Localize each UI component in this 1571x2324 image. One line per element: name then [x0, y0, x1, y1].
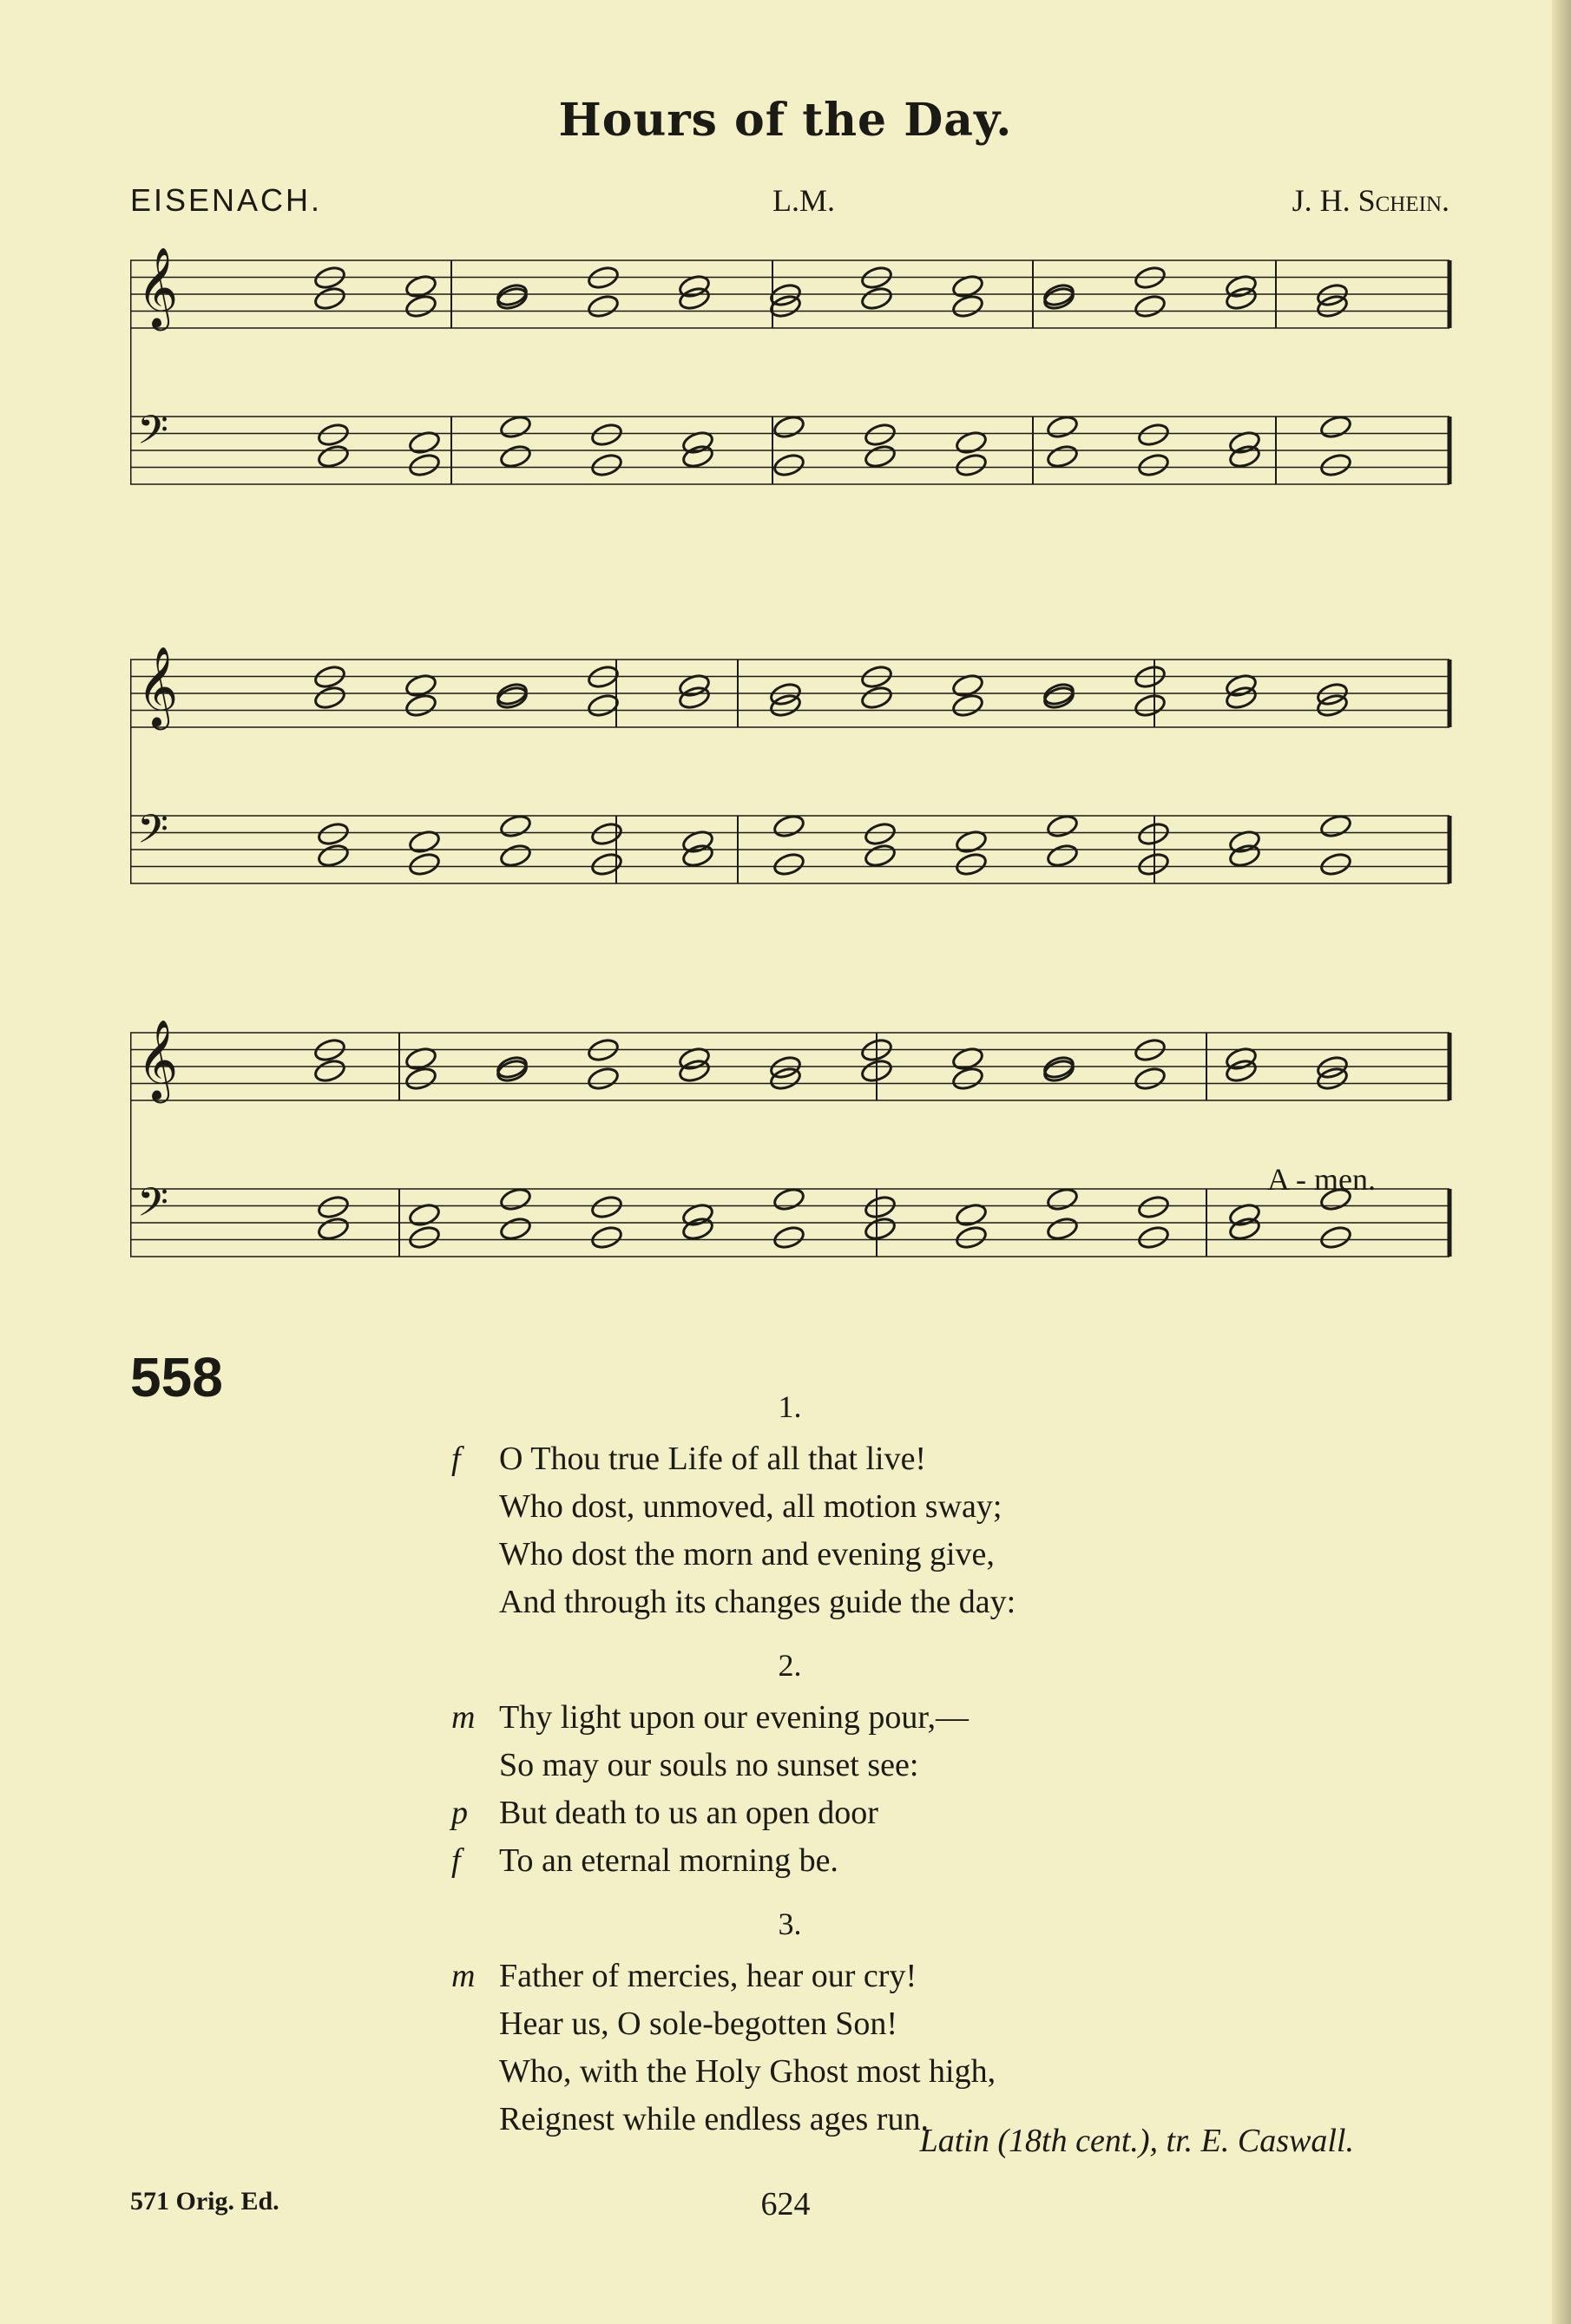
bass-clef-icon: 𝄢: [137, 806, 169, 863]
note-head: [1137, 1194, 1171, 1220]
verse-line-text: Thy light upon our evening pour,—: [499, 1699, 969, 1736]
verse-line: [451, 1953, 1406, 2000]
note-head: [1225, 685, 1259, 711]
note-head: [955, 851, 989, 877]
note-head: [499, 443, 533, 469]
note-head: [313, 286, 347, 312]
amen-lyric: A - men.: [1267, 1162, 1376, 1197]
note-head: [590, 851, 624, 877]
note-head: [769, 1066, 803, 1092]
note-head: [678, 286, 712, 312]
bass-clef-icon: 𝄢: [137, 1179, 169, 1236]
dynamic-mark: m: [451, 1699, 476, 1736]
note-head: [1319, 1224, 1353, 1251]
treble-clef-icon: 𝄞: [137, 646, 179, 726]
hymn-verses: [451, 1388, 1406, 2143]
note-head: [864, 422, 897, 448]
note-head: [864, 1194, 897, 1220]
note-head: [1046, 813, 1080, 839]
note-head: [951, 293, 985, 319]
verse: [451, 1388, 1406, 1626]
music-staff-system: [130, 634, 1467, 937]
verse: [451, 1906, 1406, 2143]
note-head: [313, 1058, 347, 1084]
note-head: [772, 813, 806, 839]
verse-line-text: Hear us, O sole-begotten Son!: [499, 2006, 898, 2042]
verse-number: 2.: [778, 1648, 802, 1683]
verse-line: [451, 2048, 1406, 2096]
verse-line-text: So may our souls no sunset see:: [499, 1747, 919, 1783]
verse-line-text: To an eternal morning be.: [499, 1842, 838, 1879]
note-head: [317, 1216, 351, 1242]
dynamic-mark: f: [451, 1441, 461, 1477]
note-head: [772, 1224, 806, 1251]
note-head: [404, 293, 438, 319]
note-head: [404, 693, 438, 719]
music-system-1: [130, 234, 1467, 538]
note-head: [590, 1224, 624, 1251]
note-head: [772, 414, 806, 440]
note-head: [864, 843, 897, 869]
note-head: [1137, 452, 1171, 478]
note-head: [772, 452, 806, 478]
original-edition-note: 571 Orig. Ed.: [130, 2187, 279, 2216]
verse-line: [451, 1483, 1406, 1531]
tune-name: EISENACH.: [130, 182, 323, 218]
note-head: [1228, 443, 1262, 469]
note-head: [317, 443, 351, 469]
note-head: [313, 685, 347, 711]
verse-line: [451, 1742, 1406, 1789]
note-head: [955, 452, 989, 478]
note-head: [860, 286, 894, 312]
verse-line-text: Who dost, unmoved, all motion sway;: [499, 1488, 1002, 1525]
verse-line: [451, 1531, 1406, 1579]
note-head: [590, 452, 624, 478]
verse-number: 3.: [778, 1907, 802, 1941]
note-head: [1319, 851, 1353, 877]
composer-prefix: J. H.: [1292, 183, 1358, 218]
tune-info-row: [130, 182, 1449, 226]
note-head: [408, 851, 442, 877]
note-head: [587, 1066, 621, 1092]
note-head: [864, 443, 897, 469]
page-number: 624: [760, 2186, 811, 2222]
music-system-3: [130, 1007, 1467, 1310]
note-head: [678, 685, 712, 711]
note-head: [317, 843, 351, 869]
note-head: [1137, 1224, 1171, 1251]
dynamic-mark: m: [451, 1958, 476, 1994]
note-head: [404, 1066, 438, 1092]
note-head: [1316, 293, 1350, 319]
treble-clef-icon: 𝄞: [137, 246, 179, 327]
bass-clef-icon: 𝄢: [137, 407, 169, 463]
verse-line-text: But death to us an open door: [499, 1795, 878, 1831]
note-head: [1046, 443, 1080, 469]
verse-number: 1.: [778, 1389, 802, 1424]
verse: [451, 1647, 1406, 1885]
composer: [1292, 182, 1449, 219]
note-head: [590, 821, 624, 847]
note-head: [1319, 813, 1353, 839]
note-head: [1228, 1216, 1262, 1242]
hymn-number: 558: [130, 1346, 223, 1408]
note-head: [681, 1216, 715, 1242]
note-head: [317, 1194, 351, 1220]
note-head: [1225, 286, 1259, 312]
note-head: [1046, 414, 1080, 440]
note-head: [1228, 843, 1262, 869]
note-head: [864, 1216, 897, 1242]
note-head: [1134, 693, 1167, 719]
note-head: [860, 685, 894, 711]
text-attribution: Latin (18th cent.), tr. E. Caswall.: [919, 2123, 1354, 2159]
note-head: [864, 821, 897, 847]
note-head: [951, 1066, 985, 1092]
verse-line-text: Who dost the morn and evening give,: [499, 1536, 995, 1572]
note-head: [951, 693, 985, 719]
note-head: [408, 452, 442, 478]
verse-line: [451, 1579, 1406, 1626]
note-head: [772, 851, 806, 877]
note-head: [1046, 1216, 1080, 1242]
note-head: [1134, 1066, 1167, 1092]
note-head: [1319, 414, 1353, 440]
tune-meter: L.M.: [772, 183, 835, 218]
verse-line: [451, 2000, 1406, 2048]
note-head: [317, 821, 351, 847]
note-head: [1137, 422, 1171, 448]
note-head: [317, 422, 351, 448]
music-staff-system: [130, 234, 1467, 538]
verse-line-text: Father of mercies, hear our cry!: [499, 1958, 917, 1994]
note-head: [590, 422, 624, 448]
note-head: [769, 693, 803, 719]
verse-line: [451, 1789, 1406, 1837]
note-head: [590, 1194, 624, 1220]
note-head: [1316, 693, 1350, 719]
page-header-title: Hours of the Day.: [558, 94, 1013, 147]
verse-line-text: Who, with the Holy Ghost most high,: [499, 2053, 996, 2090]
verse-line-text: Reignest while endless ages run.: [499, 2101, 929, 2137]
note-head: [772, 1186, 806, 1212]
verse-line-text: And through its changes guide the day:: [499, 1584, 1016, 1620]
note-head: [499, 813, 533, 839]
dynamic-mark: f: [451, 1842, 461, 1879]
verse-line-text: O Thou true Life of all that live!: [499, 1441, 927, 1477]
note-head: [678, 1058, 712, 1084]
composer-surname: Schein.: [1357, 183, 1449, 218]
note-head: [1319, 452, 1353, 478]
dynamic-mark: p: [451, 1795, 468, 1831]
verse-line: [451, 1694, 1406, 1742]
note-head: [499, 414, 533, 440]
music-staff-system: [130, 1007, 1467, 1310]
note-head: [499, 1216, 533, 1242]
note-head: [769, 293, 803, 319]
verse-line: [451, 1435, 1406, 1483]
note-head: [1225, 1058, 1259, 1084]
note-head: [499, 1186, 533, 1212]
treble-clef-icon: 𝄞: [137, 1019, 179, 1100]
note-head: [955, 1224, 989, 1251]
note-head: [587, 293, 621, 319]
music-system-2: [130, 634, 1467, 937]
note-head: [1046, 843, 1080, 869]
note-head: [587, 693, 621, 719]
note-head: [1316, 1066, 1350, 1092]
note-head: [1046, 1186, 1080, 1212]
note-head: [681, 843, 715, 869]
verse-line: [451, 1837, 1406, 1885]
page-edge: [1552, 0, 1571, 2324]
note-head: [499, 843, 533, 869]
note-head: [681, 443, 715, 469]
note-head: [408, 1224, 442, 1251]
note-head: [1134, 293, 1167, 319]
